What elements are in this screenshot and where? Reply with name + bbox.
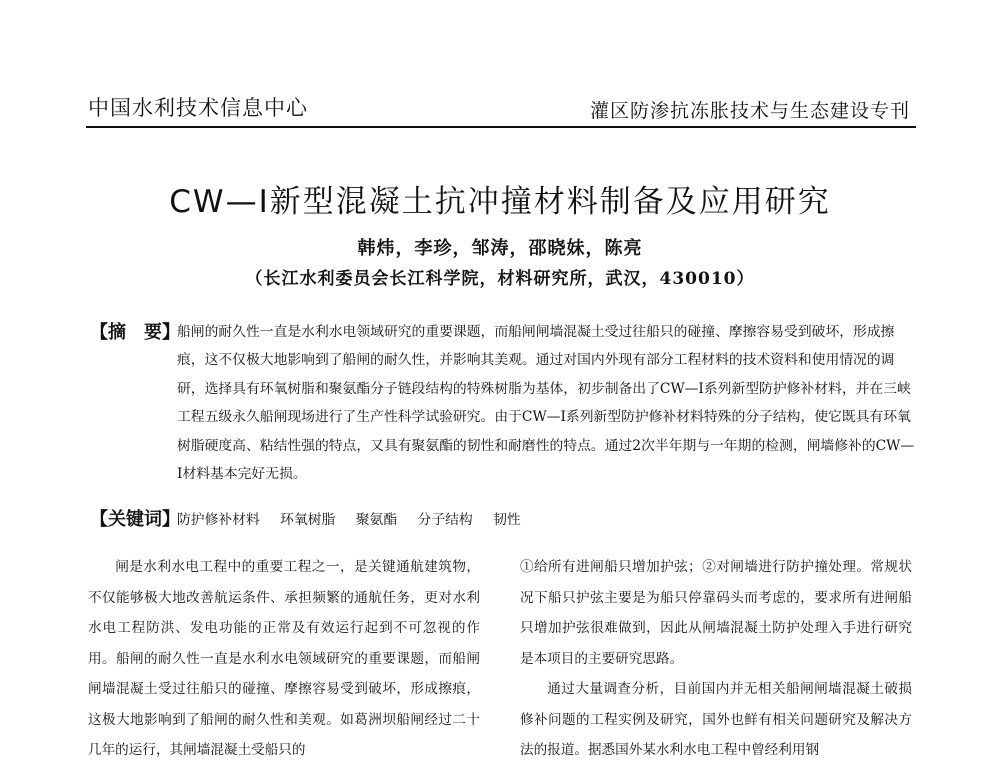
journal-name: 中国水利技术信息中心 xyxy=(88,96,308,120)
body-column-left xyxy=(88,552,480,766)
body-column-right xyxy=(520,552,912,766)
keyword: 分子结构 xyxy=(417,512,473,528)
keywords-label: 【关键词】 xyxy=(90,509,180,530)
paper-title: CW—I新型混凝土抗冲撞材料制备及应用研究 xyxy=(169,184,831,220)
keyword: 韧性 xyxy=(493,512,521,528)
keyword: 聚氨酯 xyxy=(355,512,398,528)
body-paragraph: 通过大量调查分析，目前国内并无相关船闸闸墙混凝土破损修补问题的工程实例及研究，国外也鲜有相关问题研究及解决方法的报道。据悉国外某水利水电工程中曾经利用钢 xyxy=(520,681,912,758)
keyword: 环氧树脂 xyxy=(280,512,336,528)
body-paragraph: ①给所有进闸船只增加护弦；②对闸墙进行防护撞处理。常规状况下船只护弦主要是为船只停靠码头而考虑的，要求所有进闸船只增加护弦很难做到，因此从闸墙混凝土防护处理入手进行研究是本项目的主要研究思路。 xyxy=(520,559,912,667)
header-divider xyxy=(86,126,916,128)
affiliation: （长江水利委员会长江科学院，材料研究所，武汉，430010） xyxy=(245,269,755,289)
abstract-text: 船闸的耐久性一直是水利水电领域研究的重要课题，而船闸闸墙混凝土受过往船只的碰撞、摩擦容易受到破坏，形成擦痕，这不仅极大地影响到了船闸的耐久性，并影响其美观。通过对国内外现有部分工程材料的技术资料和使用情况的调研，选择具有环氧树脂和聚氨酯分子链段结构的特殊树脂为基体，初步制备出了CW—I系列新型防护修补材料，并在三峡工程五级永久船闸现场进行了生产性科学试验研究。由于CW—I系列新型防护修补材料特殊的分子结构，使它既具有环氧树脂硬度高、粘结性强的特点，又具有聚氨酯的韧性和耐磨性的特点。通过2次半年期与一年期的检测，闸墙修补的CW—I材料基本完好无损。 xyxy=(177,324,915,483)
special-issue-title: 灌区防渗抗冻胀技术与生态建设专刊 xyxy=(589,100,910,122)
keywords-list xyxy=(177,508,537,528)
keyword: 防护修补材料 xyxy=(177,512,260,528)
authors: 韩炜，李珍，邹涛，邵晓妹，陈亮 xyxy=(357,238,643,259)
abstract-label: 【摘 要】 xyxy=(90,322,180,343)
body-paragraph: 闸是水利水电工程中的重要工程之一，是关键通航建筑物，不仅能够极大地改善航运条件、承担频繁的通航任务，更对水利水电工程防洪、发电功能的正常及有效运行起到不可忽视的作用。船闸的耐久性一直是水利水电领域研究的重要课题，而船闸闸墙混凝土受过往船只的碰撞、摩擦容易受到破坏，形成擦痕，这极大地影响到了船闸的耐久性和美观。如葛洲坝船闸经过二十几年的运行，其闸墙混凝土受船只的 xyxy=(88,559,480,758)
